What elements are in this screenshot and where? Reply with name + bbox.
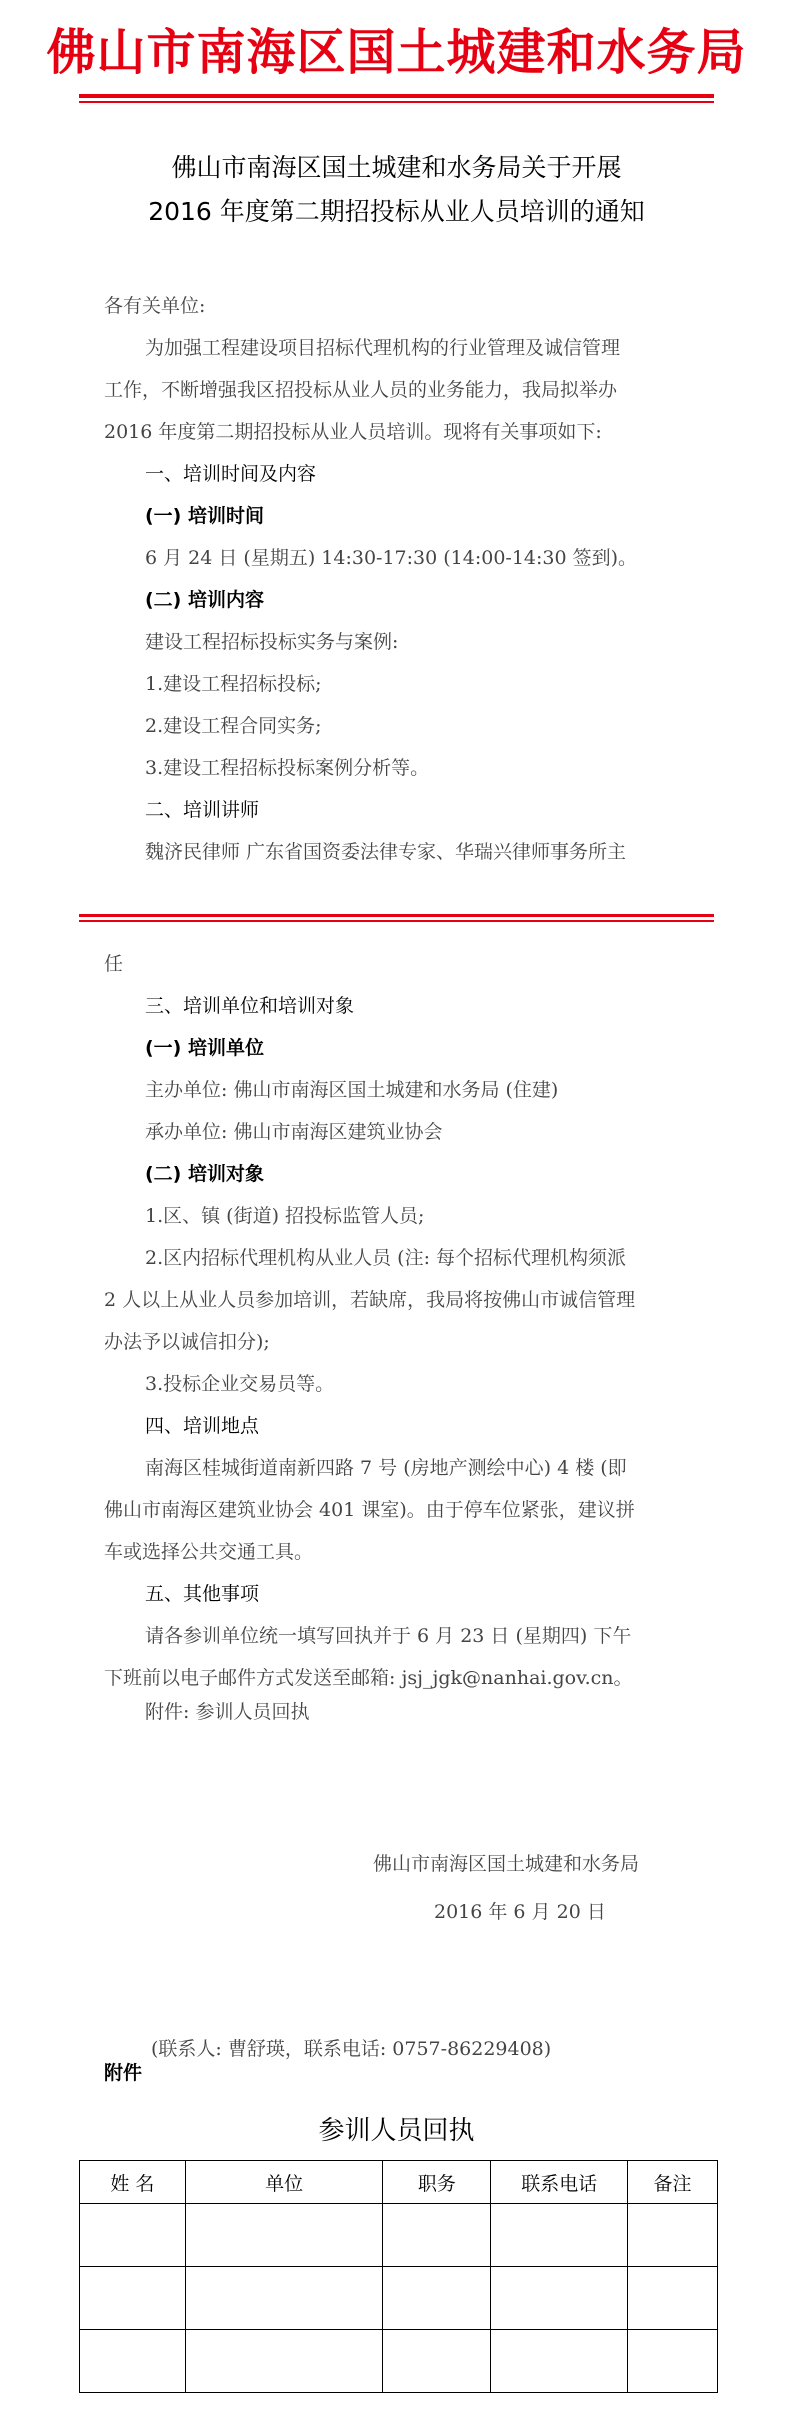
- venue-line: 佛山市南海区建筑业协会 401 课室)。由于停车位紧张，建议拼: [104, 1499, 635, 1521]
- table-cell[interactable]: [491, 2267, 628, 2330]
- table-cell[interactable]: [383, 2204, 491, 2267]
- signature-org: 佛山市南海区国土城建和水务局: [373, 1853, 640, 1875]
- masthead-rule-thick: [79, 94, 714, 98]
- notice-title: [0, 146, 793, 234]
- receipt-table: [79, 2160, 718, 2393]
- organizer-unit: 承办单位: 佛山市南海区建筑业协会: [145, 1121, 443, 1143]
- title-line-2: 2016 年度第二期招投标从业人员培训的通知: [148, 197, 645, 226]
- table-cell[interactable]: [383, 2267, 491, 2330]
- receipt-title: 参训人员回执: [318, 2116, 475, 2146]
- intro-line-2: 工作，不断增强我区招投标从业人员的业务能力，我局拟举办: [104, 379, 618, 401]
- training-time: 6 月 24 日 (星期五) 14:30-17:30 (14:00-14:30 签到)。: [145, 547, 638, 569]
- table-row: [80, 2204, 718, 2267]
- title-line-1: 佛山市南海区国土城建和水务局关于开展: [171, 153, 622, 182]
- other-line: 下班前以电子邮件方式发送至邮箱: jsj_jgk@nanhai.gov.cn。: [104, 1667, 633, 1689]
- column-header-phone: 联系电话: [491, 2161, 628, 2204]
- target-item-cont: 办法予以诚信扣分);: [104, 1331, 270, 1353]
- table-cell[interactable]: [491, 2204, 628, 2267]
- page-break-rule-thick: [79, 914, 714, 917]
- lecturer-line-continued: 任: [104, 953, 124, 975]
- contact-info: (联系人: 曹舒瑛，联系电话: 0757-86229408): [151, 2038, 552, 2060]
- other-line: 请各参训单位统一填写回执并于 6 月 23 日 (星期四) 下午: [145, 1625, 632, 1647]
- table-cell[interactable]: [80, 2204, 186, 2267]
- table-cell[interactable]: [628, 2204, 718, 2267]
- content-item: 1.建设工程招标投标;: [145, 673, 322, 695]
- attachment-label: 附件: [104, 2062, 143, 2084]
- column-header-position: 职务: [383, 2161, 491, 2204]
- table-row: [80, 2267, 718, 2330]
- column-header-unit: 单位: [185, 2161, 383, 2204]
- intro-line-1: 为加强工程建设项目招标代理机构的行业管理及诚信管理: [145, 337, 621, 359]
- target-item: 3.投标企业交易员等。: [145, 1373, 335, 1395]
- venue-line: 南海区桂城街道南新四路 7 号 (房地产测绘中心) 4 楼 (即: [145, 1457, 627, 1479]
- host-unit: 主办单位: 佛山市南海区国土城建和水务局 (住建): [145, 1079, 559, 1101]
- section-1-heading: 一、培训时间及内容: [145, 463, 317, 485]
- venue-line: 车或选择公共交通工具。: [104, 1541, 314, 1563]
- table-cell[interactable]: [80, 2330, 186, 2393]
- signature-date: 2016 年 6 月 20 日: [434, 1901, 606, 1923]
- table-cell[interactable]: [628, 2267, 718, 2330]
- section-3-sub-1: (一) 培训单位: [145, 1037, 264, 1059]
- intro-line-3: 2016 年度第二期招投标从业人员培训。现将有关事项如下:: [104, 421, 602, 443]
- masthead: 佛山市南海区国土城建和水务局: [46, 23, 747, 81]
- table-cell[interactable]: [491, 2330, 628, 2393]
- table-cell[interactable]: [383, 2330, 491, 2393]
- table-cell[interactable]: [80, 2267, 186, 2330]
- section-1-sub-1: (一) 培训时间: [145, 505, 264, 527]
- masthead-rule-thin: [79, 101, 714, 103]
- table-header-row: [80, 2161, 718, 2204]
- salutation: 各有关单位:: [104, 295, 206, 317]
- content-item: 3.建设工程招标投标案例分析等。: [145, 757, 430, 779]
- content-item: 2.建设工程合同实务;: [145, 715, 322, 737]
- section-2-heading: 二、培训讲师: [145, 799, 260, 821]
- attachment-note: 附件: 参训人员回执: [145, 1701, 310, 1723]
- target-item: 2.区内招标代理机构从业人员 (注: 每个招标代理机构须派: [145, 1247, 627, 1269]
- section-4-heading: 四、培训地点: [145, 1415, 260, 1437]
- column-header-remarks: 备注: [628, 2161, 718, 2204]
- page-break-rule-thin: [79, 920, 714, 922]
- section-5-heading: 五、其他事项: [145, 1583, 260, 1605]
- table-cell[interactable]: [185, 2330, 383, 2393]
- content-intro: 建设工程招标投标实务与案例:: [145, 631, 399, 653]
- target-item: 1.区、镇 (街道) 招投标监管人员;: [145, 1205, 425, 1227]
- section-3-heading: 三、培训单位和培训对象: [145, 995, 355, 1017]
- table-cell[interactable]: [185, 2204, 383, 2267]
- lecturer-line: 魏济民律师 广东省国资委法律专家、华瑞兴律师事务所主: [145, 841, 627, 863]
- section-3-sub-2: (二) 培训对象: [145, 1163, 264, 1185]
- table-cell[interactable]: [628, 2330, 718, 2393]
- table-cell[interactable]: [185, 2267, 383, 2330]
- section-1-sub-2: (二) 培训内容: [145, 589, 264, 611]
- target-item-cont: 2 人以上从业人员参加培训，若缺席，我局将按佛山市诚信管理: [104, 1289, 636, 1311]
- table-row: [80, 2330, 718, 2393]
- column-header-name: 姓 名: [80, 2161, 186, 2204]
